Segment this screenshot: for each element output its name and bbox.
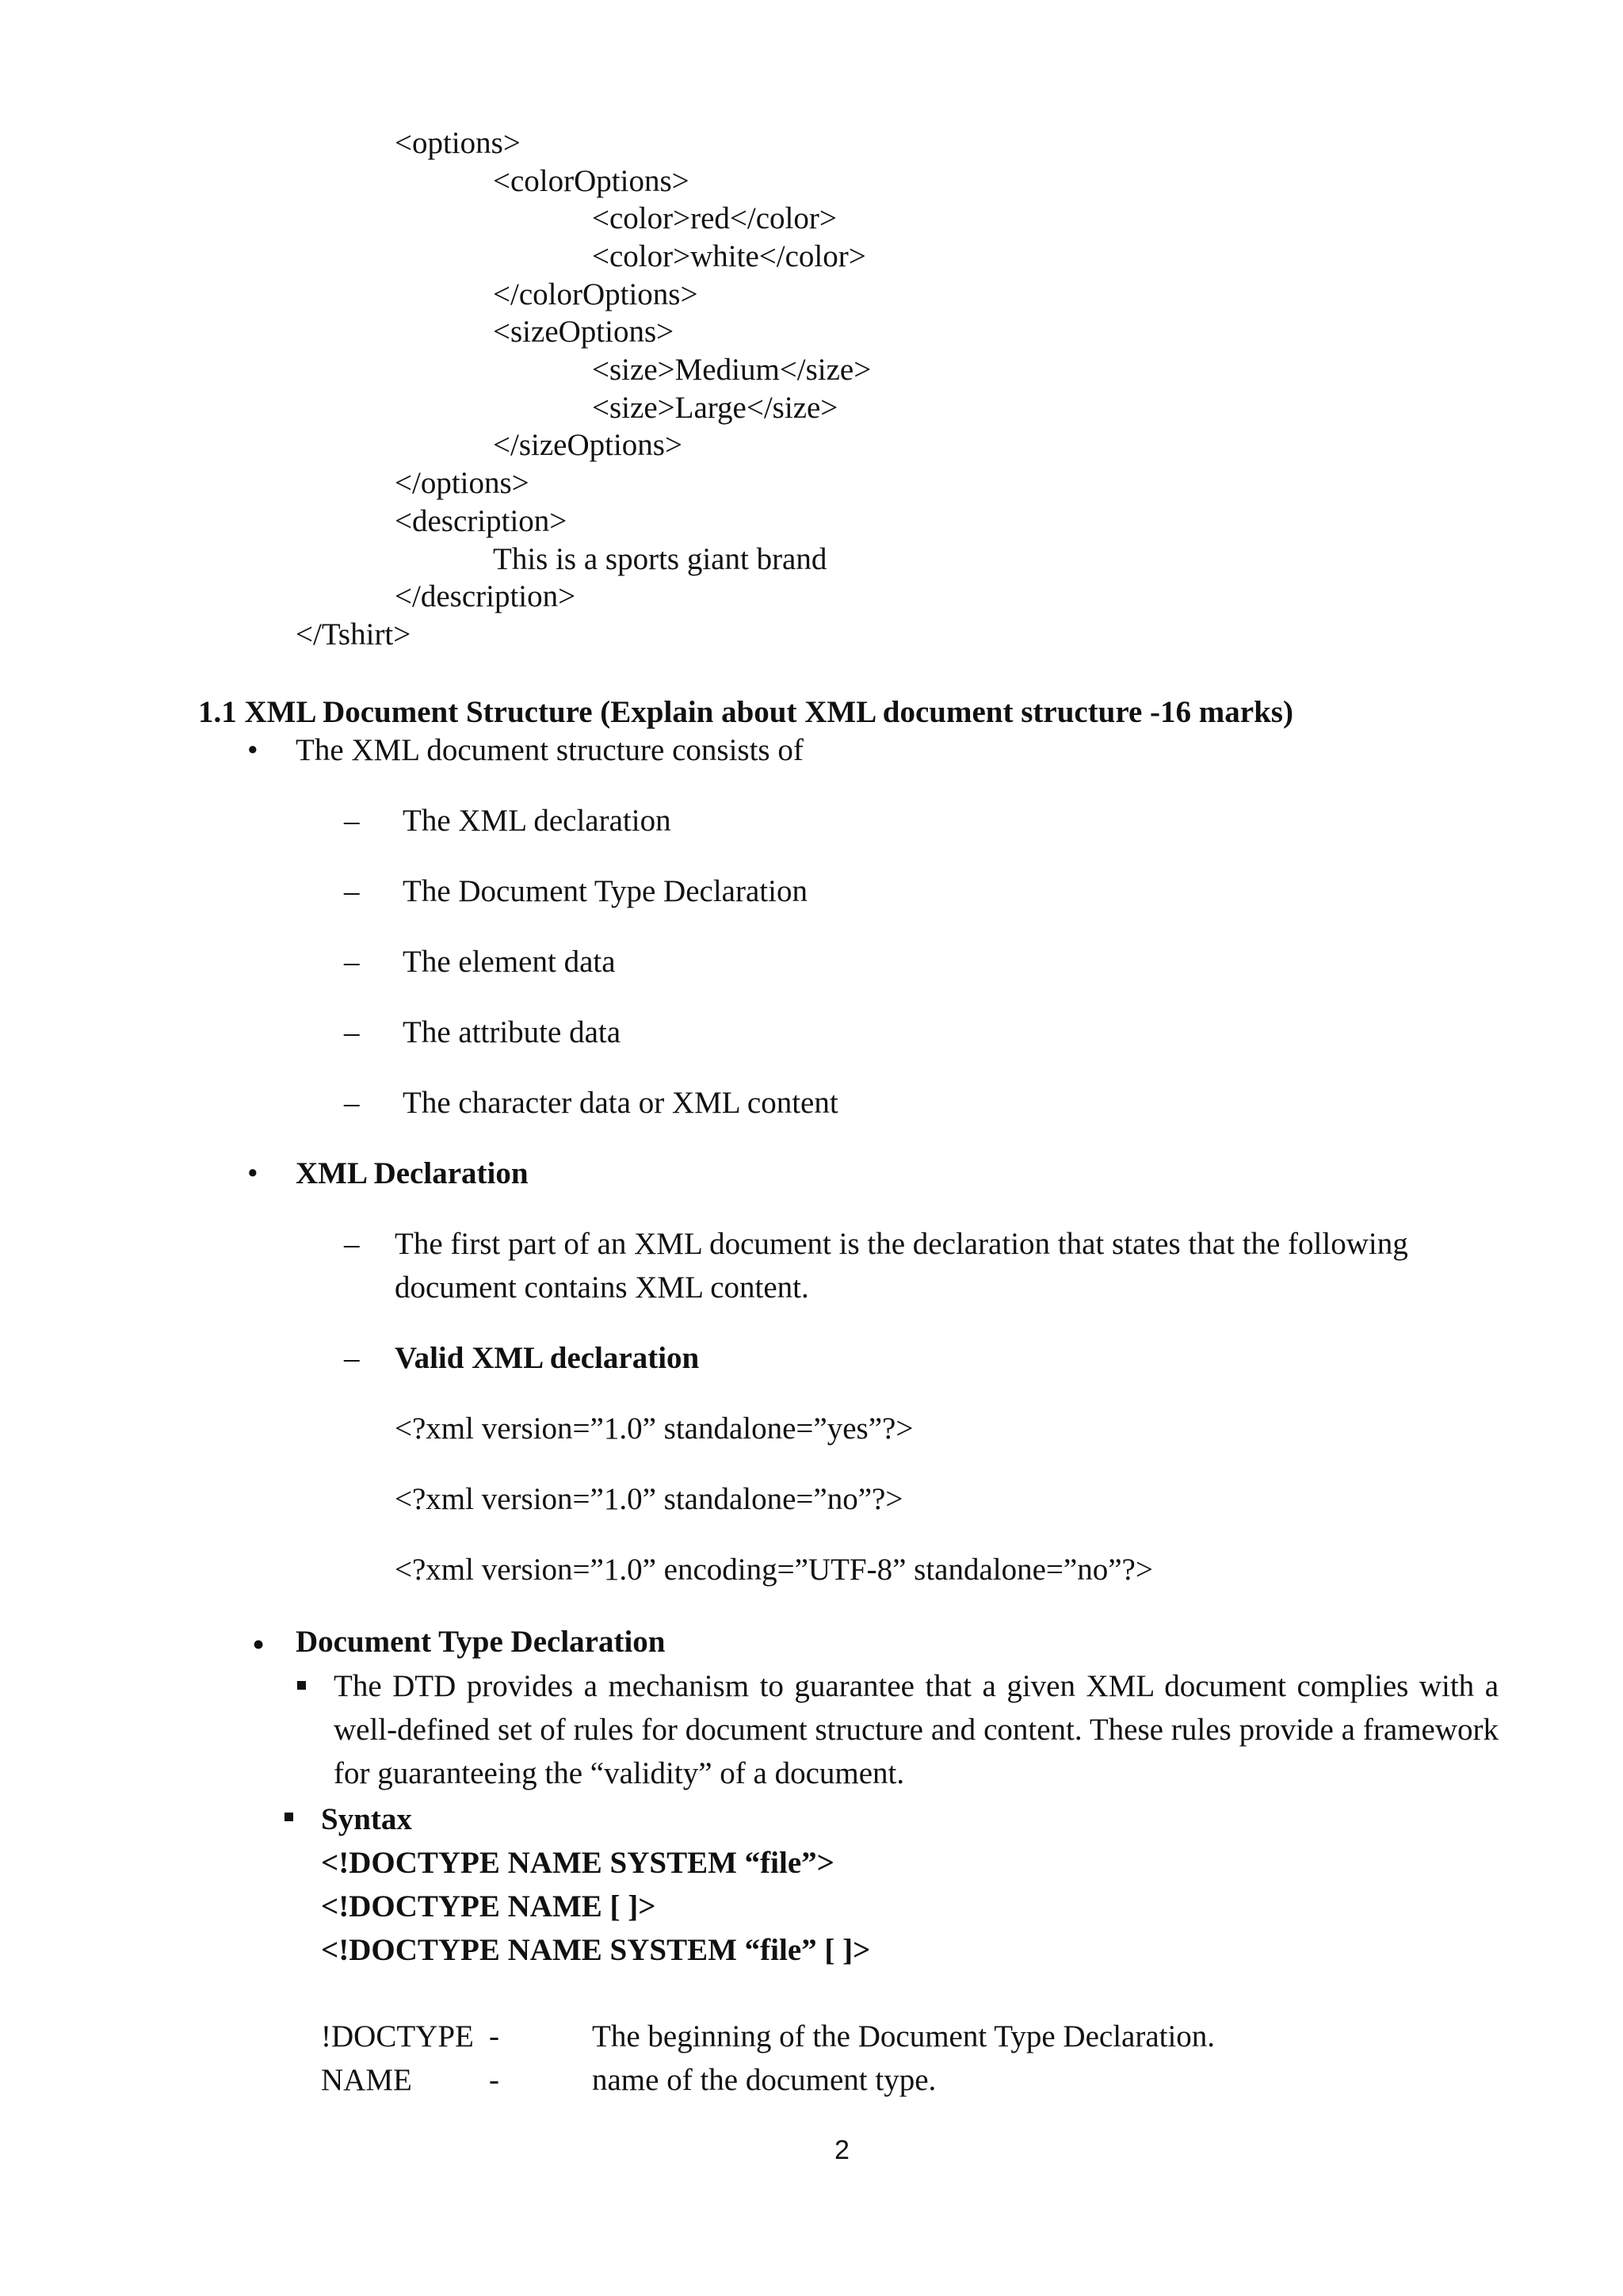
xml-declaration-description: The first part of an XML document is the declaration that states that the following document contains XML content. (395, 1227, 1408, 1305)
valid-xml-declaration-heading: Valid XML declaration (395, 1341, 700, 1375)
list-item: The Document Type Declaration (403, 874, 808, 908)
code-line: </description> (395, 579, 576, 613)
list-item: The element data (403, 945, 616, 979)
dash-icon: – (344, 1015, 360, 1049)
syntax-line: <!DOCTYPE NAME [ ]> (321, 1889, 656, 1924)
code-line: <colorOptions> (493, 164, 689, 198)
dash-icon: – (344, 945, 360, 979)
code-line: </Tshirt> (296, 617, 411, 651)
bullet-icon: • (247, 1156, 258, 1190)
term: NAME (321, 2063, 412, 2097)
code-line: <sizeOptions> (493, 315, 674, 349)
code-line: <description> (395, 504, 567, 538)
syntax-line: <!DOCTYPE NAME SYSTEM “file”> (321, 1846, 834, 1880)
section-heading: 1.1 XML Document Structure (Explain about XML document structure -16 marks) (198, 695, 1293, 729)
list-item: The XML declaration (403, 804, 671, 838)
code-line: </colorOptions> (493, 277, 698, 311)
dash-icon: – (344, 1086, 360, 1120)
term-definition: The beginning of the Document Type Declaration. (592, 2019, 1216, 2053)
syntax-heading: Syntax (321, 1802, 412, 1836)
term-separator: - (489, 2019, 499, 2053)
xml-declaration-example: <?xml version=”1.0” encoding=”UTF-8” standalone=”no”?> (395, 1553, 1153, 1587)
xml-declaration-example: <?xml version=”1.0” standalone=”yes”?> (395, 1412, 914, 1446)
section-intro: The XML document structure consists of (296, 733, 804, 767)
square-bullet-icon (297, 1681, 306, 1690)
list-item: The character data or XML content (403, 1086, 838, 1120)
dtd-heading: Document Type Declaration (296, 1625, 666, 1659)
dash-icon: – (344, 874, 360, 908)
list-item: The attribute data (403, 1015, 621, 1049)
page-number: 2 (834, 2135, 850, 2165)
square-bullet-icon (285, 1813, 293, 1821)
code-line: <color>red</color> (592, 201, 837, 235)
syntax-line: <!DOCTYPE NAME SYSTEM “file” [ ]> (321, 1933, 871, 1967)
term: !DOCTYPE (321, 2019, 474, 2053)
dash-icon: – (344, 804, 360, 838)
code-line: </options> (395, 466, 529, 500)
code-line: <size>Medium</size> (592, 353, 872, 387)
dtd-description: The DTD provides a mechanism to guarantee that a given XML document complies with a well-defined set of rules for document structure and content. These rules provide a framework for guaranteeing the “validity” of a document. (334, 1669, 1499, 1790)
bullet-icon: • (247, 733, 258, 767)
code-line: </sizeOptions> (493, 428, 682, 462)
xml-declaration-heading: XML Declaration (296, 1156, 529, 1190)
xml-declaration-example: <?xml version=”1.0” standalone=”no”?> (395, 1482, 903, 1516)
code-line: This is a sports giant brand (493, 542, 827, 576)
code-line: <options> (395, 126, 521, 160)
dash-icon: – (344, 1341, 360, 1375)
code-line: <size>Large</size> (592, 391, 838, 425)
term-definition: name of the document type. (592, 2063, 937, 2097)
term-separator: - (489, 2063, 499, 2097)
bullet-icon: • (252, 1624, 265, 1664)
dash-icon: – (344, 1227, 360, 1261)
code-line: <color>white</color> (592, 239, 866, 273)
